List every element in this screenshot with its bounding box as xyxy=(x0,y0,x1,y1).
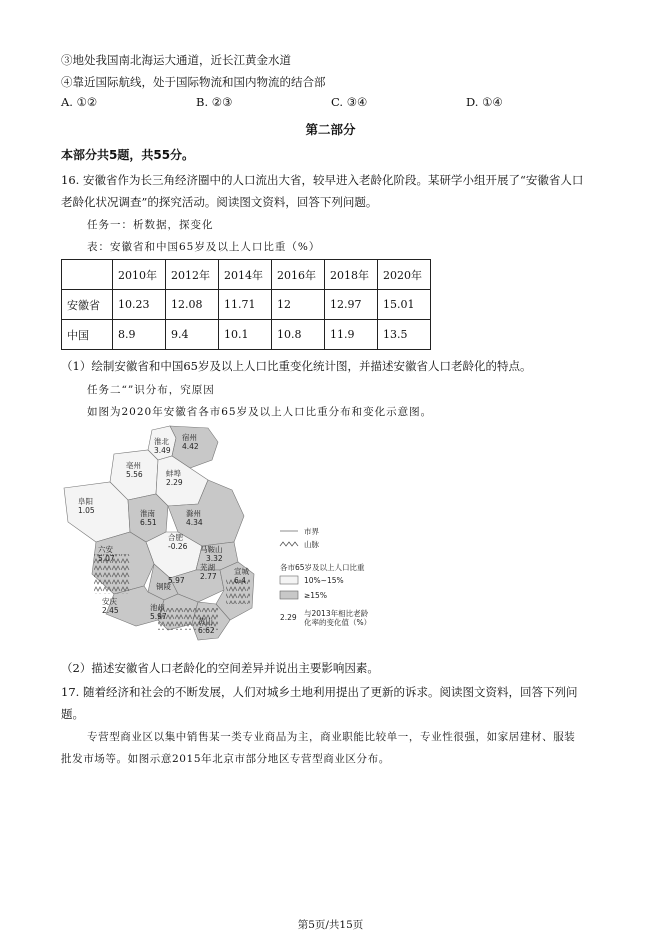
city-name: 淮南 xyxy=(140,509,155,518)
table-cell: 12 xyxy=(272,290,325,320)
city-name: 蚌埠 xyxy=(166,469,181,478)
table-cell: 12.08 xyxy=(166,290,219,320)
table-cell: 10.1 xyxy=(219,320,272,350)
q17-intro-line2: 题。 xyxy=(61,707,84,721)
table-cell: 11.9 xyxy=(325,320,378,350)
legend-title: 各市65岁及以上人口比重 xyxy=(280,563,365,572)
city-value: 5.56 xyxy=(126,470,143,479)
city-name: 阜阳 xyxy=(78,497,93,506)
option-statement-4: ④靠近国际航线，处于国际物流和国内物流的结合部 xyxy=(61,75,326,89)
city-name: 黄山 xyxy=(198,617,213,626)
table-cell: 10.23 xyxy=(113,290,166,320)
q16-map-caption: 如图为2020年安徽省各市65岁及以上人口比重分布和变化示意图。 xyxy=(87,406,433,418)
city-value: 2.77 xyxy=(200,572,217,581)
q16-intro-line2: 老龄化状况调查”的探究活动。阅读图文资料，回答下列问题。 xyxy=(61,195,378,209)
city-name: 池州 xyxy=(150,603,165,612)
city-name: 淮北 xyxy=(154,437,169,446)
legend-range2-swatch xyxy=(280,591,298,599)
city-name: 合肥 xyxy=(168,533,183,542)
table-cell: 2018年 xyxy=(325,260,378,290)
section-title: 第二部分 xyxy=(305,122,356,137)
table-cell: 9.4 xyxy=(166,320,219,350)
city-value: 3.49 xyxy=(154,446,171,455)
table-cell: 8.9 xyxy=(113,320,166,350)
city-name: 宿州 xyxy=(182,433,197,442)
table-cell: 2010年 xyxy=(113,260,166,290)
legend-boundary-label: 市界 xyxy=(304,527,319,536)
legend-range1-swatch xyxy=(280,576,298,584)
table-header-row xyxy=(62,260,431,290)
city-name: 安庆 xyxy=(102,597,117,606)
choice-b: B. ②③ xyxy=(196,95,233,109)
table-cell: 10.8 xyxy=(272,320,325,350)
table-cell: 2012年 xyxy=(166,260,219,290)
table-cell: 安徽省 xyxy=(62,290,113,320)
option-statement-3: ③地处我国南北海运大通道，近长江黄金水道 xyxy=(61,53,291,67)
table-cell: 13.5 xyxy=(378,320,431,350)
legend-sample-desc-1: 与2013年相比老龄 xyxy=(304,609,369,618)
table-cell xyxy=(62,260,113,290)
q16-subquestion-2: （2）描述安徽省人口老龄化的空间差异并说出主要影响因素。 xyxy=(61,661,379,675)
city-value: 6.4 xyxy=(234,576,246,585)
legend-mountain-label: 山脉 xyxy=(304,540,319,549)
legend-sample-value: 2.29 xyxy=(280,613,297,622)
table-row xyxy=(62,290,431,320)
choice-d: D. ①④ xyxy=(466,95,503,109)
city-value: 6.51 xyxy=(140,518,157,527)
city-value: 1.05 xyxy=(78,506,95,515)
q16-table-caption: 表：安徽省和中国65岁及以上人口比重（%） xyxy=(87,241,321,253)
q16-task1: 任务一：析数据，探变化 xyxy=(87,219,214,231)
table-cell: 11.71 xyxy=(219,290,272,320)
q16-task2: 任务二“”识分布，究原因 xyxy=(87,384,215,396)
city-name: 亳州 xyxy=(126,461,141,470)
city-value: 4.34 xyxy=(186,518,203,527)
section-note: 本部分共5题，共55分。 xyxy=(61,148,195,162)
table-cell: 2020年 xyxy=(378,260,431,290)
q17-intro-line1: 17. 随着经济和社会的不断发展，人们对城乡土地利用提出了更新的诉求。阅读图文资料，回答下列问 xyxy=(61,685,578,699)
city-value: 5.97 xyxy=(168,576,185,585)
city-value: -0.26 xyxy=(168,542,188,551)
city-value: 6.62 xyxy=(198,626,215,635)
city-name: 六安 xyxy=(98,545,113,554)
city-value: 2.45 xyxy=(102,606,119,615)
city-value: 4.42 xyxy=(182,442,199,451)
table-cell: 2014年 xyxy=(219,260,272,290)
anhui-aging-map xyxy=(58,424,478,656)
city-name: 滁州 xyxy=(186,509,201,518)
legend-sample-desc-2: 化率的变化值（%） xyxy=(304,618,372,627)
q16-intro-line1: 16. 安徽省作为长三角经济圈中的人口流出大省，较早进入老龄化阶段。某研学小组开展了“安徽省人口 xyxy=(61,173,584,187)
legend-range1-label: 10%~15% xyxy=(304,576,344,585)
table-cell: 12.97 xyxy=(325,290,378,320)
city-value: 5.97 xyxy=(150,612,167,621)
choice-a: A. ①② xyxy=(61,95,98,109)
table-cell: 2016年 xyxy=(272,260,325,290)
city-name: 芜湖 xyxy=(200,563,215,572)
q16-subquestion-1: （1）绘制安徽省和中国65岁及以上人口比重变化统计图，并描述安徽省人口老龄化的特点。 xyxy=(61,359,532,373)
page-footer: 第5页/共15页 xyxy=(297,919,364,931)
table-cell: 中国 xyxy=(62,320,113,350)
table-row xyxy=(62,320,431,350)
city-name: 宣城 xyxy=(234,567,249,576)
choice-c: C. ③④ xyxy=(331,95,368,109)
q17-paragraph-line1: 专营型商业区以集中销售某一类专业商品为主，商业职能比较单一，专业性很强，如家居建材、服装 xyxy=(87,731,576,743)
city-name: 马鞍山 xyxy=(200,545,223,554)
table-cell: 15.01 xyxy=(378,290,431,320)
city-value: 3.32 xyxy=(206,554,223,563)
city-value: 5.07 xyxy=(98,554,115,563)
q17-paragraph-line2: 批发市场等。如图示意2015年北京市部分地区专营型商业区分布。 xyxy=(61,753,390,765)
legend-mountain-swatch xyxy=(280,542,298,546)
legend-range2-label: ≥15% xyxy=(304,591,327,600)
population-table xyxy=(61,259,431,350)
city-name: 铜陵 xyxy=(156,582,171,591)
city-value: 2.29 xyxy=(166,478,183,487)
